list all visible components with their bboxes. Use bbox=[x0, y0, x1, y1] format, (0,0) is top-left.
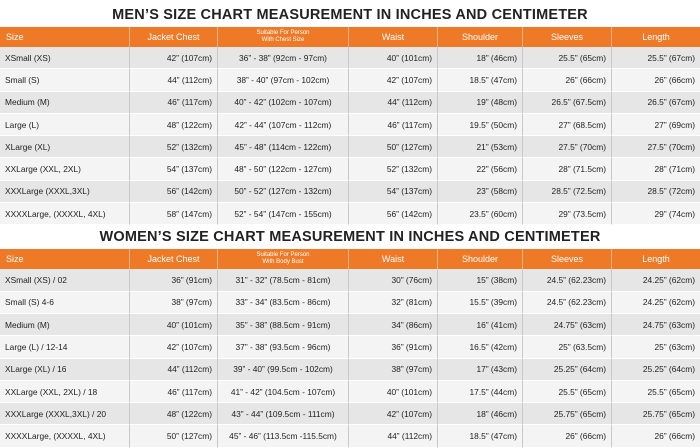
table-row bbox=[0, 336, 700, 358]
table-row bbox=[0, 47, 700, 69]
header-suitable-line1: Suitable For Person bbox=[256, 30, 310, 36]
cell-suitable-range: 38” - 40” (97cm - 102cm) bbox=[218, 69, 349, 91]
cell-size: Medium (M) bbox=[0, 92, 130, 114]
women-table-body bbox=[0, 269, 700, 447]
cell-suitable-range: 42” - 44” (107cm - 112cm) bbox=[218, 114, 349, 136]
cell-waist: 34” (86cm) bbox=[349, 314, 438, 336]
cell-size: Medium (M) bbox=[0, 314, 130, 336]
cell-waist: 56” (142cm) bbox=[349, 203, 438, 225]
cell-suitable-range: 33” - 34” (83.5cm - 86cm) bbox=[218, 292, 349, 314]
cell-length: 25.25” (64cm) bbox=[612, 359, 700, 381]
table-row bbox=[0, 269, 700, 291]
cell-size: XLarge (XL) / 16 bbox=[0, 359, 130, 381]
header-jacket-chest: Jacket Chest bbox=[130, 249, 218, 269]
cell-shoulder: 17.5” (44cm) bbox=[438, 381, 523, 403]
cell-length: 28” (71cm) bbox=[612, 158, 700, 180]
cell-waist: 42” (107cm) bbox=[349, 69, 438, 91]
cell-shoulder: 19.5” (50cm) bbox=[438, 114, 523, 136]
table-row bbox=[0, 203, 700, 225]
cell-jacket-chest: 46” (117cm) bbox=[130, 92, 218, 114]
cell-size: Large (L) / 12-14 bbox=[0, 336, 130, 358]
cell-shoulder: 21” (53cm) bbox=[438, 136, 523, 158]
table-row bbox=[0, 292, 700, 314]
cell-length: 26” (66cm) bbox=[612, 69, 700, 91]
cell-length: 28.5” (72cm) bbox=[612, 181, 700, 203]
cell-length: 27.5” (70cm) bbox=[612, 136, 700, 158]
cell-shoulder: 18.5” (47cm) bbox=[438, 425, 523, 447]
cell-jacket-chest: 38” (97cm) bbox=[130, 292, 218, 314]
cell-waist: 54” (137cm) bbox=[349, 181, 438, 203]
cell-jacket-chest: 44” (112cm) bbox=[130, 69, 218, 91]
cell-sleeves: 24.5” (62.23cm) bbox=[523, 269, 612, 291]
cell-sleeves: 26” (66cm) bbox=[523, 425, 612, 447]
cell-jacket-chest: 54” (137cm) bbox=[130, 158, 218, 180]
table-row bbox=[0, 136, 700, 158]
cell-length: 24.25” (62cm) bbox=[612, 269, 700, 291]
cell-length: 24.25” (62cm) bbox=[612, 292, 700, 314]
cell-length: 25” (63cm) bbox=[612, 336, 700, 358]
table-row bbox=[0, 425, 700, 447]
cell-shoulder: 18” (46cm) bbox=[438, 47, 523, 69]
table-row bbox=[0, 403, 700, 425]
women-chart-title: WOMEN’S SIZE CHART MEASUREMENT IN INCHES AND CENTIMETER bbox=[99, 229, 601, 246]
cell-waist: 52” (132cm) bbox=[349, 158, 438, 180]
cell-size: XSmall (XS) / 02 bbox=[0, 269, 130, 291]
cell-length: 26” (66cm) bbox=[612, 425, 700, 447]
header-suitable-line2: With Chest Size bbox=[261, 37, 305, 43]
cell-sleeves: 26.5” (67.5cm) bbox=[523, 92, 612, 114]
cell-sleeves: 28” (71.5cm) bbox=[523, 158, 612, 180]
cell-suitable-range: 50” - 52” (127cm - 132cm) bbox=[218, 181, 349, 203]
cell-shoulder: 16.5” (42cm) bbox=[438, 336, 523, 358]
cell-size: XXXXLarge, (XXXXL, 4XL) bbox=[0, 203, 130, 225]
cell-waist: 46” (117cm) bbox=[349, 114, 438, 136]
header-sleeves: Sleeves bbox=[523, 27, 612, 47]
cell-sleeves: 25.75” (65cm) bbox=[523, 403, 612, 425]
cell-suitable-range: 45” - 46” (113.5cm -115.5cm) bbox=[218, 425, 349, 447]
cell-suitable-range: 31” - 32” (78.5cm - 81cm) bbox=[218, 269, 349, 291]
cell-sleeves: 25.25” (64cm) bbox=[523, 359, 612, 381]
men-size-table bbox=[0, 27, 700, 225]
cell-sleeves: 27.5” (70cm) bbox=[523, 136, 612, 158]
cell-size: XXXLarge (XXXL,3XL) / 20 bbox=[0, 403, 130, 425]
cell-waist: 30” (76cm) bbox=[349, 269, 438, 291]
cell-sleeves: 24.75” (63cm) bbox=[523, 314, 612, 336]
cell-jacket-chest: 52” (132cm) bbox=[130, 136, 218, 158]
table-row bbox=[0, 158, 700, 180]
cell-shoulder: 23” (58cm) bbox=[438, 181, 523, 203]
men-table-body bbox=[0, 47, 700, 225]
cell-waist: 36” (91cm) bbox=[349, 336, 438, 358]
cell-waist: 50” (127cm) bbox=[349, 136, 438, 158]
cell-shoulder: 19” (48cm) bbox=[438, 92, 523, 114]
table-row bbox=[0, 114, 700, 136]
cell-jacket-chest: 46” (117cm) bbox=[130, 381, 218, 403]
cell-waist: 38” (97cm) bbox=[349, 359, 438, 381]
header-length: Length bbox=[612, 249, 700, 269]
table-header-row bbox=[0, 249, 700, 269]
header-suitable-bust bbox=[218, 249, 349, 269]
cell-size: XXLarge (XXL, 2XL) / 18 bbox=[0, 381, 130, 403]
cell-waist: 42” (107cm) bbox=[349, 403, 438, 425]
cell-length: 25.5” (67cm) bbox=[612, 47, 700, 69]
table-row bbox=[0, 92, 700, 114]
cell-size: XSmall (XS) bbox=[0, 47, 130, 69]
cell-suitable-range: 39” - 40” (99.5cm - 102cm) bbox=[218, 359, 349, 381]
cell-sleeves: 29” (73.5cm) bbox=[523, 203, 612, 225]
cell-shoulder: 18” (46cm) bbox=[438, 403, 523, 425]
cell-waist: 44” (112cm) bbox=[349, 92, 438, 114]
cell-jacket-chest: 42” (107cm) bbox=[130, 336, 218, 358]
cell-suitable-range: 43” - 44” (109.5cm - 111cm) bbox=[218, 403, 349, 425]
cell-waist: 40” (101cm) bbox=[349, 47, 438, 69]
cell-shoulder: 23.5” (60cm) bbox=[438, 203, 523, 225]
cell-size: Small (S) 4-6 bbox=[0, 292, 130, 314]
cell-sleeves: 25.5” (65cm) bbox=[523, 47, 612, 69]
cell-shoulder: 15” (38cm) bbox=[438, 269, 523, 291]
cell-waist: 44” (112cm) bbox=[349, 425, 438, 447]
cell-length: 26.5” (67cm) bbox=[612, 92, 700, 114]
header-sleeves: Sleeves bbox=[523, 249, 612, 269]
cell-sleeves: 25.5” (65cm) bbox=[523, 381, 612, 403]
header-jacket-chest: Jacket Chest bbox=[130, 27, 218, 47]
table-row bbox=[0, 69, 700, 91]
cell-sleeves: 27” (68.5cm) bbox=[523, 114, 612, 136]
cell-jacket-chest: 44” (112cm) bbox=[130, 359, 218, 381]
cell-suitable-range: 52” - 54” (147cm - 155cm) bbox=[218, 203, 349, 225]
table-row bbox=[0, 381, 700, 403]
cell-size: XLarge (XL) bbox=[0, 136, 130, 158]
cell-size: XXLarge (XXL, 2XL) bbox=[0, 158, 130, 180]
table-row bbox=[0, 359, 700, 381]
cell-length: 25.5” (65cm) bbox=[612, 381, 700, 403]
cell-sleeves: 25” (63.5cm) bbox=[523, 336, 612, 358]
cell-jacket-chest: 36” (91cm) bbox=[130, 269, 218, 291]
cell-jacket-chest: 50” (127cm) bbox=[130, 425, 218, 447]
cell-sleeves: 24.5” (62.23cm) bbox=[523, 292, 612, 314]
cell-length: 29” (74cm) bbox=[612, 203, 700, 225]
table-header-row bbox=[0, 27, 700, 47]
header-waist: Waist bbox=[349, 249, 438, 269]
header-size: Size bbox=[0, 27, 130, 47]
cell-suitable-range: 35” - 38” (88.5cm - 91cm) bbox=[218, 314, 349, 336]
cell-length: 27” (69cm) bbox=[612, 114, 700, 136]
cell-suitable-range: 48” - 50” (122cm - 127cm) bbox=[218, 158, 349, 180]
cell-size: XXXXLarge, (XXXXL, 4XL) bbox=[0, 425, 130, 447]
header-length: Length bbox=[612, 27, 700, 47]
cell-size: Large (L) bbox=[0, 114, 130, 136]
header-suitable-line2: With Body Bust bbox=[262, 259, 304, 266]
cell-shoulder: 18.5” (47cm) bbox=[438, 69, 523, 91]
cell-jacket-chest: 40” (101cm) bbox=[130, 314, 218, 336]
header-suitable-chest bbox=[218, 27, 349, 47]
women-size-table bbox=[0, 249, 700, 447]
cell-suitable-range: 45” - 48” (114cm - 122cm) bbox=[218, 136, 349, 158]
cell-suitable-range: 40” - 42” (102cm - 107cm) bbox=[218, 92, 349, 114]
cell-length: 25.75” (65cm) bbox=[612, 403, 700, 425]
header-suitable-line1: Suitable For Person bbox=[256, 252, 310, 259]
header-shoulder: Shoulder bbox=[438, 249, 523, 269]
header-waist: Waist bbox=[349, 27, 438, 47]
cell-shoulder: 15.5” (39cm) bbox=[438, 292, 523, 314]
cell-shoulder: 17” (43cm) bbox=[438, 359, 523, 381]
table-row bbox=[0, 181, 700, 203]
cell-suitable-range: 36” - 38” (92cm - 97cm) bbox=[218, 47, 349, 69]
cell-suitable-range: 41” - 42” (104.5cm - 107cm) bbox=[218, 381, 349, 403]
cell-length: 24.75” (63cm) bbox=[612, 314, 700, 336]
cell-size: XXXLarge (XXXL,3XL) bbox=[0, 181, 130, 203]
table-row bbox=[0, 314, 700, 336]
cell-waist: 32” (81cm) bbox=[349, 292, 438, 314]
cell-suitable-range: 37” - 38” (93.5cm - 96cm) bbox=[218, 336, 349, 358]
cell-jacket-chest: 48” (122cm) bbox=[130, 114, 218, 136]
men-chart-title: MEN’S SIZE CHART MEASUREMENT IN INCHES AND CENTIMETER bbox=[112, 7, 588, 23]
cell-sleeves: 26” (66cm) bbox=[523, 69, 612, 91]
cell-waist: 40” (101cm) bbox=[349, 381, 438, 403]
cell-size: Small (S) bbox=[0, 69, 130, 91]
cell-jacket-chest: 42” (107cm) bbox=[130, 47, 218, 69]
cell-jacket-chest: 58” (147cm) bbox=[130, 203, 218, 225]
cell-jacket-chest: 56” (142cm) bbox=[130, 181, 218, 203]
header-shoulder: Shoulder bbox=[438, 27, 523, 47]
cell-sleeves: 28.5” (72.5cm) bbox=[523, 181, 612, 203]
cell-jacket-chest: 48” (122cm) bbox=[130, 403, 218, 425]
cell-shoulder: 22” (56cm) bbox=[438, 158, 523, 180]
header-size: Size bbox=[0, 249, 130, 269]
cell-shoulder: 16” (41cm) bbox=[438, 314, 523, 336]
